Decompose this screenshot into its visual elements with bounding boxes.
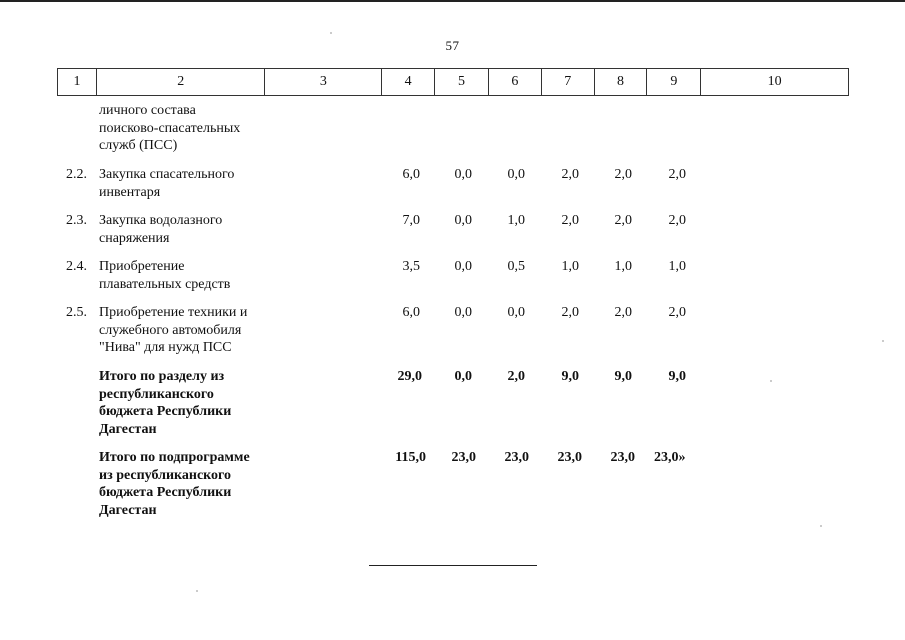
cell-col-8: 1,0 bbox=[614, 259, 632, 274]
cell-col-4: 115,0 bbox=[395, 450, 426, 465]
footer-rule bbox=[369, 565, 537, 566]
cell-col-6: 0,0 bbox=[507, 305, 525, 320]
cell-col-8: 9,0 bbox=[614, 369, 632, 384]
cell-col-8: 23,0 bbox=[610, 450, 635, 465]
cell-col-5: 0,0 bbox=[454, 167, 472, 182]
cell-col-8: 2,0 bbox=[614, 167, 632, 182]
scan-speck bbox=[770, 380, 772, 382]
cell-col-9: 2,0 bbox=[668, 305, 686, 320]
row-number: 2.2. bbox=[66, 167, 87, 182]
row-description: Закупка водолазного снаряжения bbox=[99, 213, 223, 246]
cell-col-6: 1,0 bbox=[507, 213, 525, 228]
cell-col-9: 1,0 bbox=[668, 259, 686, 274]
cell-col-8: 2,0 bbox=[614, 305, 632, 320]
cell-col-9: 2,0 bbox=[668, 167, 686, 182]
cell-col-5: 23,0 bbox=[451, 450, 476, 465]
cell-col-9: 23,0» bbox=[654, 450, 686, 465]
cell-col-5: 0,0 bbox=[454, 305, 472, 320]
cell-col-9: 2,0 bbox=[668, 213, 686, 228]
cell-col-6: 0,5 bbox=[507, 259, 525, 274]
row-number: 2.5. bbox=[66, 305, 87, 320]
header-col-3: 3 bbox=[265, 69, 382, 95]
header-col-7: 7 bbox=[542, 69, 595, 95]
cell-col-9: 9,0 bbox=[668, 369, 686, 384]
scan-speck bbox=[820, 525, 822, 527]
cell-col-6: 2,0 bbox=[507, 369, 525, 384]
cell-col-4: 6,0 bbox=[402, 305, 420, 320]
header-col-8: 8 bbox=[595, 69, 648, 95]
row-number: 2.4. bbox=[66, 259, 87, 274]
cell-col-8: 2,0 bbox=[614, 213, 632, 228]
header-col-4: 4 bbox=[382, 69, 435, 95]
row-number: 2.3. bbox=[66, 213, 87, 228]
cell-col-7: 23,0 bbox=[557, 450, 582, 465]
cell-col-7: 2,0 bbox=[561, 167, 579, 182]
row-description: Закупка спасательного инвентаря bbox=[99, 167, 235, 200]
row-description: Приобретение техники и служебного автомобиля "Нива" для нужд ПСС bbox=[99, 305, 248, 355]
cell-col-5: 0,0 bbox=[454, 259, 472, 274]
cell-col-5: 0,0 bbox=[454, 213, 472, 228]
header-col-5: 5 bbox=[435, 69, 489, 95]
header-col-2: 2 bbox=[97, 69, 266, 95]
cell-col-6: 23,0 bbox=[504, 450, 529, 465]
cell-col-6: 0,0 bbox=[507, 167, 525, 182]
cell-col-4: 7,0 bbox=[402, 213, 420, 228]
cell-col-4: 29,0 bbox=[397, 369, 422, 384]
page-number: 57 bbox=[445, 38, 460, 53]
row-description: Приобретение плавательных средств bbox=[99, 259, 231, 292]
cell-col-5: 0,0 bbox=[454, 369, 472, 384]
row-description: Итого по разделу из республиканского бюджета Республики Дагестан bbox=[99, 369, 232, 437]
cell-col-7: 1,0 bbox=[561, 259, 579, 274]
header-col-10: 10 bbox=[767, 74, 782, 89]
row-description: Итого по подпрограмме из республиканского бюджета Республики Дагестан bbox=[99, 450, 250, 518]
scan-speck bbox=[882, 340, 884, 342]
header-col-9: 9 bbox=[647, 69, 701, 95]
table-header-row bbox=[57, 68, 849, 96]
header-col-1: 1 bbox=[58, 69, 97, 95]
scan-speck bbox=[196, 590, 198, 592]
cell-col-4: 3,5 bbox=[402, 259, 420, 274]
cell-col-7: 2,0 bbox=[561, 305, 579, 320]
row-description: личного состава поисково-спасательных служб (ПСС) bbox=[99, 103, 241, 153]
cell-col-7: 9,0 bbox=[561, 369, 579, 384]
page-top-border bbox=[0, 0, 905, 2]
scan-speck bbox=[330, 32, 332, 34]
cell-col-4: 6,0 bbox=[402, 167, 420, 182]
cell-col-7: 2,0 bbox=[561, 213, 579, 228]
header-col-6: 6 bbox=[489, 69, 542, 95]
